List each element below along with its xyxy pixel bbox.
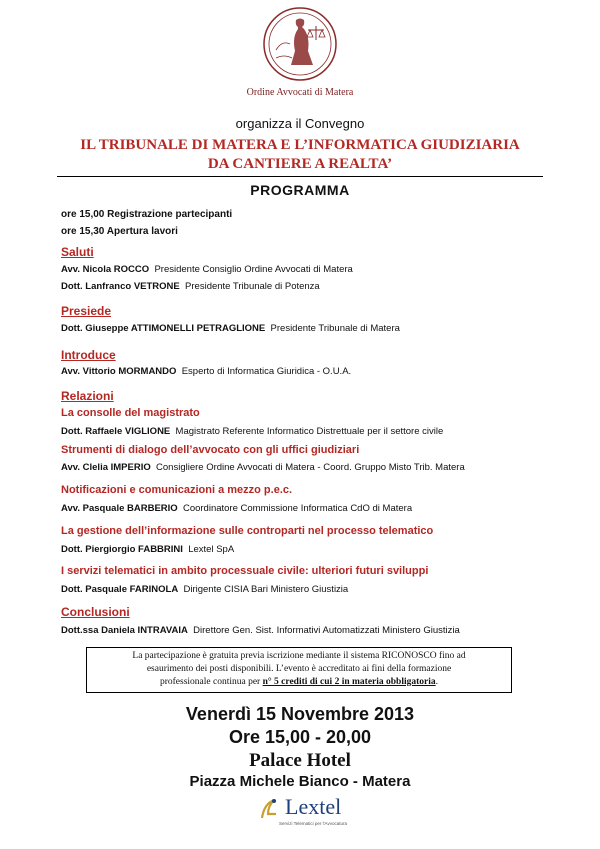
person-role: Presidente Tribunale di Potenza bbox=[185, 281, 320, 292]
notice-line: esaurimento dei posti disponibili. L’evento è accreditato ai fini della formazione bbox=[146, 664, 452, 674]
programma-heading: PROGRAMMA bbox=[250, 182, 350, 198]
credits-text: n° 5 crediti di cui 2 in materia obbligatoria bbox=[262, 677, 436, 687]
person-row bbox=[61, 323, 400, 334]
person-role: Presidente Consiglio Ordine Avvocati di Matera bbox=[154, 264, 353, 275]
relazione-topic: La consolle del magistrato bbox=[61, 407, 200, 419]
event-date: Venerdì 15 Novembre 2013 bbox=[185, 704, 415, 724]
event-venue: Palace Hotel bbox=[249, 750, 351, 771]
time-label: Registrazione partecipanti bbox=[107, 209, 233, 220]
person-name: Avv. Nicola ROCCO bbox=[61, 264, 150, 275]
person-row bbox=[61, 462, 465, 473]
lextel-logo-icon bbox=[258, 796, 282, 822]
person-role: Esperto di Informatica Giuridica - O.U.A. bbox=[181, 366, 352, 377]
time-value: ore 15,30 bbox=[61, 226, 105, 237]
person-name: Dott. Giuseppe ATTIMONELLI PETRAGLIONE bbox=[61, 323, 266, 334]
notice-line bbox=[87, 676, 511, 689]
sponsor-subtitle: Servizi Telematici per l'Avvocatura bbox=[279, 821, 347, 826]
section-saluti: Saluti bbox=[61, 245, 94, 259]
person-row bbox=[61, 264, 353, 275]
section-introduce: Introduce bbox=[61, 348, 116, 362]
person-row bbox=[61, 503, 412, 514]
relazione-topic: La gestione dell’informazione sulle controparti nel processo telematico bbox=[61, 525, 434, 537]
person-row bbox=[61, 625, 460, 636]
notice-line: La partecipazione è gratuita previa iscrizione mediante il sistema RICONOSCO fino ad bbox=[132, 651, 466, 661]
person-name: Dott. Raffaele VIGLIONE bbox=[61, 426, 171, 437]
relazione-topic: Notificazioni e comunicazioni a mezzo p.e.c. bbox=[61, 484, 293, 496]
person-role: Presidente Tribunale di Matera bbox=[270, 323, 400, 334]
person-row bbox=[61, 281, 320, 292]
relazione-topic: I servizi telematici in ambito processuale civile: ulteriori futuri sviluppi bbox=[61, 565, 429, 577]
person-name: Dott. Piergiorgio FABBRINI bbox=[61, 544, 183, 555]
person-row bbox=[61, 426, 443, 437]
person-role: Dirigente CISIA Bari Ministero Giustizia bbox=[183, 584, 349, 595]
event-address: Piazza Michele Bianco - Matera bbox=[189, 773, 411, 790]
time-row bbox=[61, 226, 178, 237]
org-name: Ordine Avvocati di Matera bbox=[246, 87, 354, 98]
section-relazioni: Relazioni bbox=[61, 389, 114, 403]
person-name: Avv. Pasquale BARBERIO bbox=[61, 503, 178, 514]
person-name: Dott. Pasquale FARINOLA bbox=[61, 584, 179, 595]
person-name: Dott. Lanfranco VETRONE bbox=[61, 281, 180, 292]
person-name: Avv. Clelia IMPERIO bbox=[61, 462, 151, 473]
person-role: Coordinatore Commissione Informatica CdO di Matera bbox=[182, 503, 413, 514]
person-name: Avv. Vittorio MORMANDO bbox=[61, 366, 177, 377]
sponsor-name: Lextel bbox=[285, 794, 342, 819]
person-name: Dott.ssa Daniela INTRAVAIA bbox=[61, 625, 188, 636]
person-role: Consigliere Ordine Avvocati di Matera - Coord. Gruppo Misto Trib. Matera bbox=[156, 462, 465, 473]
section-presiede: Presiede bbox=[61, 304, 112, 318]
person-row bbox=[61, 584, 348, 595]
notice-text: . bbox=[435, 677, 439, 687]
organizza-text: organizza il Convegno bbox=[235, 116, 365, 131]
person-row bbox=[61, 544, 234, 555]
section-conclusioni: Conclusioni bbox=[61, 605, 130, 619]
time-value: ore 15,00 bbox=[61, 209, 105, 220]
registration-notice bbox=[86, 647, 512, 693]
person-row bbox=[61, 366, 351, 377]
relazione-topic: Strumenti di dialogo dell’avvocato con gli uffici giudiziari bbox=[61, 444, 360, 456]
time-row bbox=[61, 209, 232, 220]
title-line-1: IL TRIBUNALE DI MATERA E L’INFORMATICA GIUDIZIARIA bbox=[80, 137, 520, 153]
person-role: Magistrato Referente Informatico Distrettuale per il settore civile bbox=[175, 426, 444, 437]
divider bbox=[57, 176, 543, 177]
person-role: Lextel SpA bbox=[188, 544, 235, 555]
notice-text: professionale continua per bbox=[159, 677, 263, 687]
convegno-title bbox=[0, 136, 600, 174]
ordine-avvocati-logo bbox=[262, 6, 338, 82]
event-hours: Ore 15,00 - 20,00 bbox=[228, 727, 372, 747]
person-role: Direttore Gen. Sist. Informativi Automatizzati Ministero Giustizia bbox=[193, 625, 460, 636]
time-label: Apertura lavori bbox=[106, 226, 178, 237]
title-line-2: DA CANTIERE A REALTA’ bbox=[207, 156, 393, 172]
